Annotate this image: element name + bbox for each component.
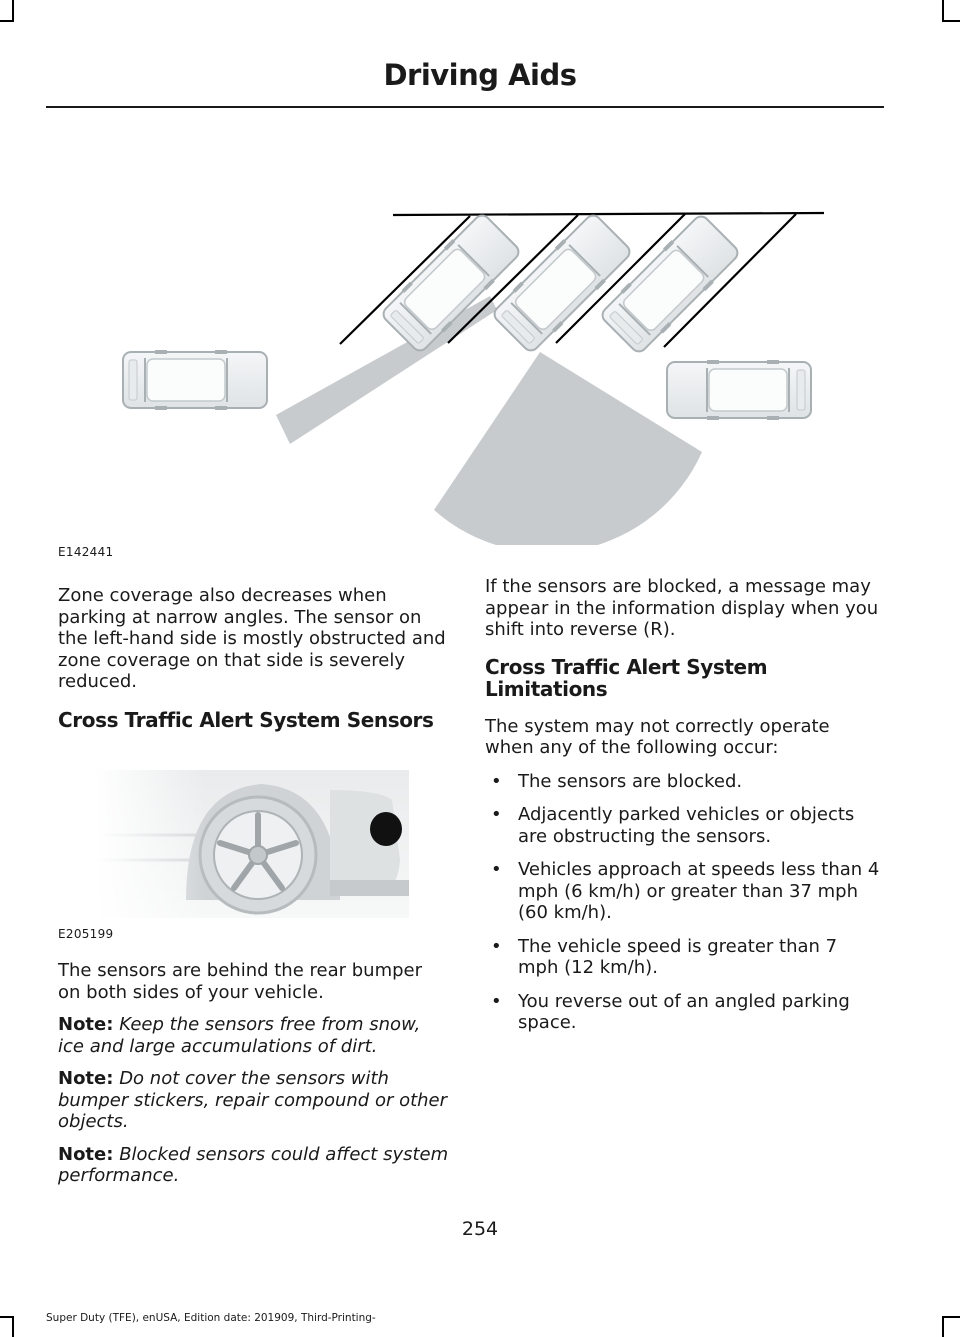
page-number: 254 — [461, 1218, 499, 1240]
crossing-car-right — [667, 360, 811, 420]
right-column — [485, 576, 881, 1046]
sensor-image-code: E205199 — [58, 927, 114, 941]
parking-zone-diagram — [100, 200, 840, 545]
parking-diagram-code: E142441 — [58, 545, 114, 559]
edition-footer: Super Duty (TFE), enUSA, Edition date: 201909, Third-Printing- — [46, 1312, 376, 1324]
crop-mark-bottom-right-v — [942, 1316, 944, 1337]
note-label: Note: — [58, 1014, 114, 1035]
note-3 — [58, 1144, 450, 1187]
page-title: Driving Aids — [383, 58, 577, 92]
sensors-heading: Cross Traffic Alert System Sensors — [58, 708, 434, 732]
list-item: • Vehicles approach at speeds less than 4 mph (6 km/h) or greater than 37 mph (60 km/h). — [485, 859, 881, 924]
crop-mark-bottom-left-h — [0, 1316, 14, 1318]
crop-mark-top-left-h — [0, 20, 14, 22]
rear-sensor-image — [96, 770, 409, 918]
zone-coverage-text: Zone coverage also decreases when parking at narrow angles. The sensor on the left-hand side is mostly obstructed and zone coverage on that side is severely reduced. — [58, 585, 446, 692]
crop-mark-bottom-left-v — [12, 1316, 14, 1337]
list-item: • Adjacently parked vehicles or objects are obstructing the sensors. — [485, 804, 881, 847]
note-text: Keep the sensors free from snow, ice and large accumulations of dirt. — [58, 1014, 421, 1057]
limitations-list — [485, 771, 881, 1034]
crop-mark-top-left-v — [12, 0, 14, 22]
left-column-lower — [58, 960, 450, 1187]
note-label: Note: — [58, 1068, 114, 1089]
crop-mark-top-right-h — [942, 20, 960, 22]
header-rule — [46, 106, 884, 108]
parked-car-2 — [490, 211, 634, 355]
limitations-intro: The system may not correctly operate when any of the following occur: — [485, 715, 830, 758]
sensors-location-text: The sensors are behind the rear bumper on both sides of your vehicle. — [58, 960, 423, 1003]
list-item: • You reverse out of an angled parking space. — [485, 991, 881, 1034]
blocked-sensors-text: If the sensors are blocked, a message may appear in the information display when you shift into reverse (R). — [485, 576, 879, 640]
note-2 — [58, 1068, 450, 1133]
left-column — [58, 585, 450, 693]
note-text: Blocked sensors could affect system performance. — [58, 1143, 449, 1186]
crossing-car-left — [123, 350, 267, 410]
note-label: Note: — [58, 1143, 114, 1165]
curb-line — [393, 213, 824, 215]
parked-car-3 — [598, 212, 742, 356]
list-item: • The vehicle speed is greater than 7 mph (12 km/h). — [485, 936, 881, 979]
crop-mark-bottom-right-h — [942, 1316, 960, 1318]
right-sensor-zone — [434, 352, 702, 545]
note-text: Do not cover the sensors with bumper stickers, repair compound or other objects. — [58, 1068, 448, 1132]
crop-mark-top-right-v — [942, 0, 944, 22]
limitations-heading: Cross Traffic Alert System Limitations — [485, 654, 768, 701]
list-item: • The sensors are blocked. — [485, 771, 881, 793]
note-1 — [58, 1014, 450, 1057]
